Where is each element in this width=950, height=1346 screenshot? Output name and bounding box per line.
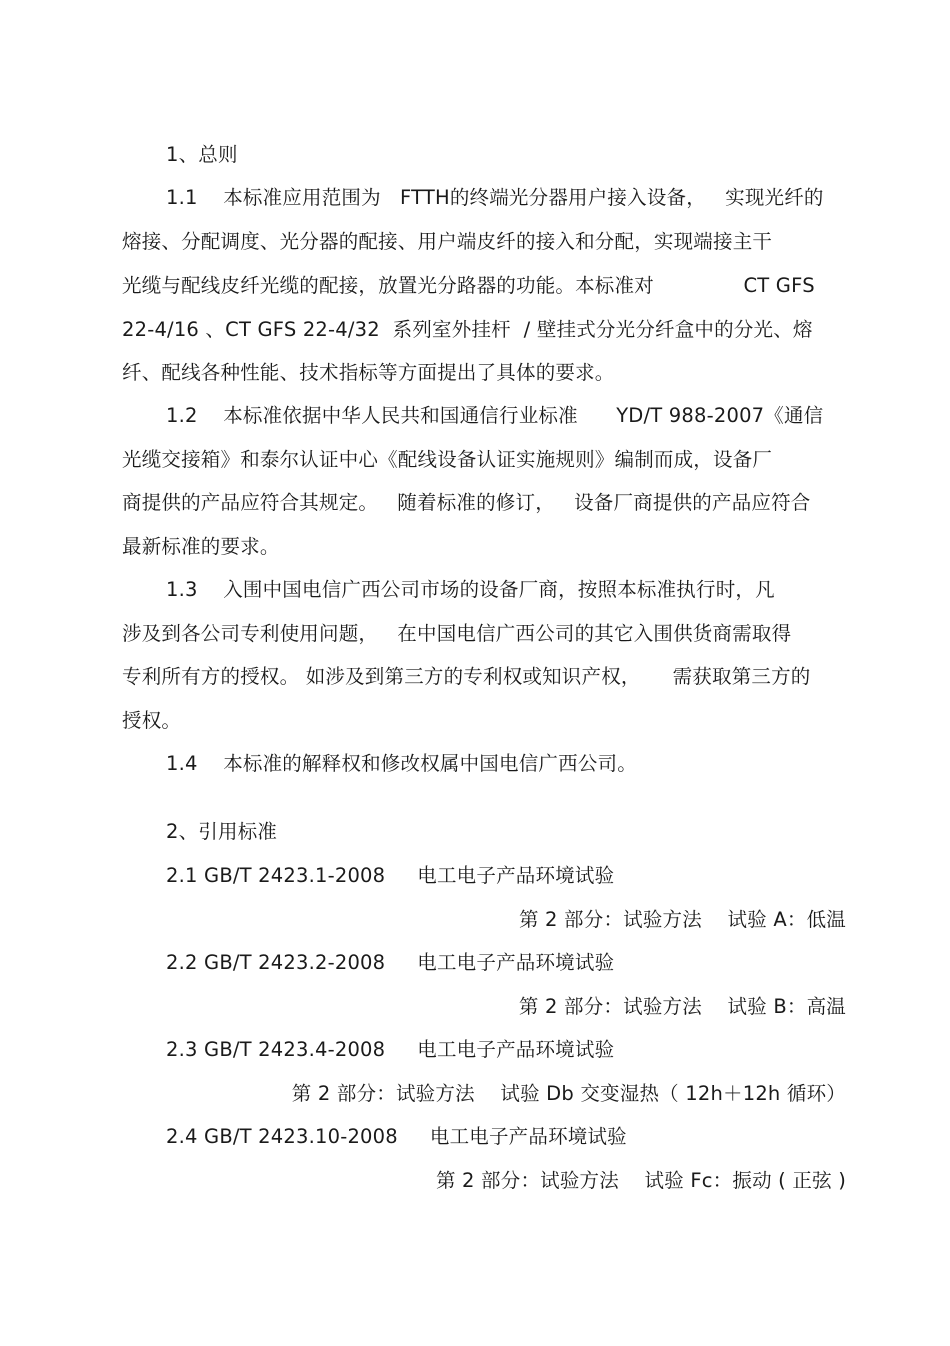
paragraph-1-3-line: 1.3 入围中国电信广西公司市场的设备厂商，按照本标准执行时，凡 (166, 578, 775, 601)
paragraph-1-1-line: 22-4/16 、CT GFS 22-4/32 系列室外挂杆 / 壁挂式分光分纤盒中的分光、熔 (122, 318, 813, 341)
paragraph-1-3-line: 专利所有方的授权。 如涉及到第三方的专利权或知识产权， 需获取第三方的 (122, 665, 811, 688)
paragraph-1-1-line: 光缆与配线皮纤光缆的配接，放置光分路器的功能。本标准对 CT GFS (122, 274, 815, 297)
paragraph-1-1-line: 纤、配线各种性能、技术指标等方面提出了具体的要求。 (122, 361, 615, 384)
paragraph-1-1-line: 熔接、分配调度、光分器的配接、用户端皮纤的接入和分配，实现端接主干 (122, 230, 773, 253)
paragraph-1-2-line: 商提供的产品应符合其规定。 随着标准的修订， 设备厂商提供的产品应符合 (122, 491, 811, 514)
reference-subtitle: 第 2 部分：试验方法 试验 Fc：振动 ( 正弦 ) (435, 1169, 846, 1192)
section-1-heading: 1、总则 (166, 143, 238, 166)
reference-code: 2.1 GB/T 2423.1-2008 电工电子产品环境试验 (166, 864, 615, 887)
reference-subtitle: 第 2 部分：试验方法 试验 A：低温 (518, 908, 846, 931)
reference-code: 2.2 GB/T 2423.2-2008 电工电子产品环境试验 (166, 951, 615, 974)
reference-code: 2.4 GB/T 2423.10-2008 电工电子产品环境试验 (166, 1125, 627, 1148)
section-2-heading: 2、引用标准 (166, 820, 278, 843)
reference-subtitle: 第 2 部分：试验方法 试验 B：高温 (518, 995, 846, 1018)
reference-code: 2.3 GB/T 2423.4-2008 电工电子产品环境试验 (166, 1038, 615, 1061)
paragraph-1-4: 1.4 本标准的解释权和修改权属中国电信广西公司。 (166, 752, 637, 775)
paragraph-1-2-line: 光缆交接箱》和泰尔认证中心《配线设备认证实施规则》编制而成，设备厂 (122, 448, 773, 471)
reference-subtitle: 第 2 部分：试验方法 试验 Db 交变湿热（ 12h＋12h 循环） (291, 1082, 846, 1105)
paragraph-1-2-line: 1.2 本标准依据中华人民共和国通信行业标准 YD/T 988-2007《通信 (166, 404, 824, 427)
paragraph-1-3-line: 授权。 (122, 709, 182, 732)
paragraph-1-3-line: 涉及到各公司专利使用问题， 在中国电信广西公司的其它入围供货商需取得 (122, 622, 792, 645)
paragraph-1-1-line: 1.1 本标准应用范围为 FTTH的终端光分器用户接入设备， 实现光纤的 (166, 186, 824, 209)
paragraph-1-2-line: 最新标准的要求。 (122, 535, 280, 558)
